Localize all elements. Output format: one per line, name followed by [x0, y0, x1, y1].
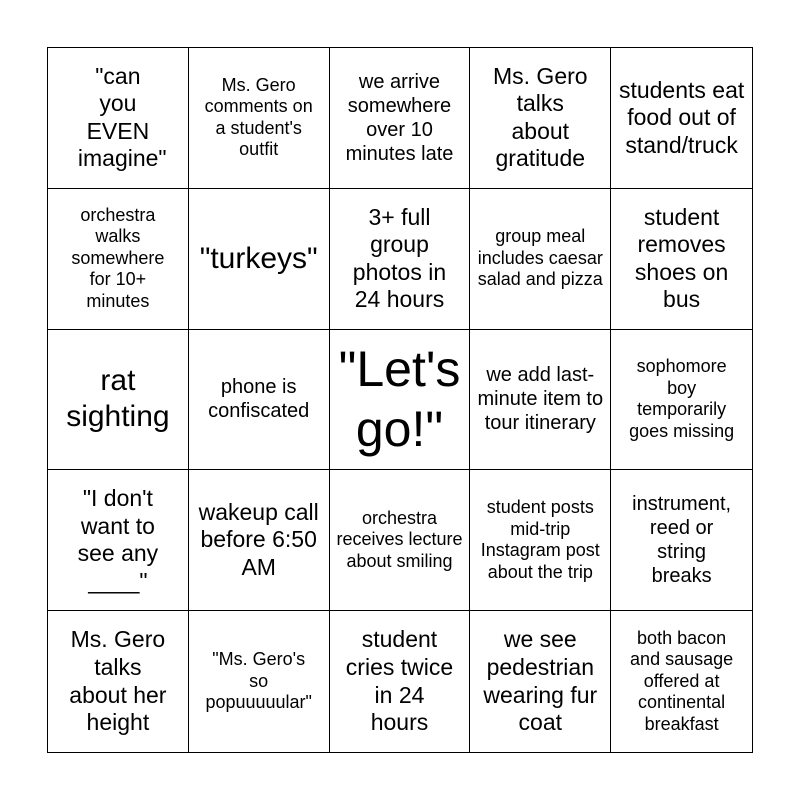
bingo-cell-r2c3[interactable] — [330, 189, 471, 330]
bingo-cell-text: we arrive somewhere over 10 minutes late — [345, 70, 454, 165]
bingo-cell-r5c3[interactable] — [330, 611, 471, 752]
bingo-cell-free-space[interactable] — [330, 330, 471, 471]
bingo-cell-r1c2[interactable] — [189, 48, 330, 189]
bingo-cell-text: instrument, reed or string breaks — [632, 493, 732, 588]
bingo-cell-text: "turkeys" — [199, 241, 318, 275]
bingo-cell-text: both bacon and sausage offered at continental breakfast — [630, 627, 734, 734]
bingo-cell-text: "can you EVEN imagine" — [77, 62, 167, 172]
bingo-cell-text: we see pedestrian wearing fur coat — [483, 626, 598, 736]
bingo-cell-text: Ms. Gero talks about her height — [69, 626, 167, 736]
bingo-cell-text: group meal includes caesar salad and pizza — [477, 226, 603, 290]
bingo-board — [47, 47, 753, 753]
bingo-cell-text: Ms. Gero comments on a student's outfit — [204, 74, 313, 160]
bingo-cell-r2c4[interactable] — [470, 189, 611, 330]
bingo-cell-text: sophomore boy temporarily goes missing — [629, 356, 735, 442]
bingo-cell-text: orchestra receives lecture about smiling — [336, 507, 463, 572]
bingo-cell-r1c4[interactable] — [470, 48, 611, 189]
bingo-cell-text: rat sighting — [66, 364, 170, 434]
bingo-cell-text: wakeup call before 6:50 AM — [198, 498, 319, 581]
bingo-cell-r4c2[interactable] — [189, 470, 330, 611]
bingo-cell-text: "I don't want to see any ____" — [77, 485, 159, 594]
bingo-cell-r2c2[interactable] — [189, 189, 330, 330]
bingo-cell-text: "Ms. Gero's so popuuuuular" — [205, 649, 312, 713]
bingo-cell-text: "Let's go!" — [338, 341, 461, 458]
bingo-cell-r4c5[interactable] — [611, 470, 752, 611]
bingo-cell-r5c5[interactable] — [611, 611, 752, 752]
bingo-cell-r3c2[interactable] — [189, 330, 330, 471]
bingo-cell-text: we add last-minute item to tour itinerary — [477, 364, 604, 435]
bingo-cell-r1c3[interactable] — [330, 48, 471, 189]
bingo-cell-r2c1[interactable] — [48, 189, 189, 330]
bingo-cell-r4c4[interactable] — [470, 470, 611, 611]
bingo-cell-r5c2[interactable] — [189, 611, 330, 752]
bingo-cell-text: student cries twice in 24 hours — [345, 626, 454, 736]
bingo-cell-text: Ms. Gero talks about gratitude — [492, 62, 588, 172]
bingo-cell-text: student removes shoes on bus — [634, 203, 729, 313]
bingo-cell-r4c1[interactable] — [48, 470, 189, 611]
bingo-cell-text: student posts mid-trip Instagram post about the trip — [480, 497, 600, 582]
bingo-cell-text: orchestra walks somewhere for 10+ minutes — [71, 204, 165, 312]
bingo-cell-r3c5[interactable] — [611, 330, 752, 471]
bingo-cell-r2c5[interactable] — [611, 189, 752, 330]
bingo-cell-r1c5[interactable] — [611, 48, 752, 189]
bingo-cell-r5c4[interactable] — [470, 611, 611, 752]
bingo-cell-r5c1[interactable] — [48, 611, 189, 752]
bingo-cell-r1c1[interactable] — [48, 48, 189, 189]
bingo-cell-r3c1[interactable] — [48, 330, 189, 471]
bingo-cell-text: students eat food out of stand/truck — [618, 76, 745, 158]
bingo-cell-r4c3[interactable] — [330, 470, 471, 611]
bingo-cell-text: phone is confiscated — [208, 376, 310, 423]
bingo-cell-text: 3+ full group photos in 24 hours — [352, 203, 447, 313]
bingo-cell-r3c4[interactable] — [470, 330, 611, 471]
